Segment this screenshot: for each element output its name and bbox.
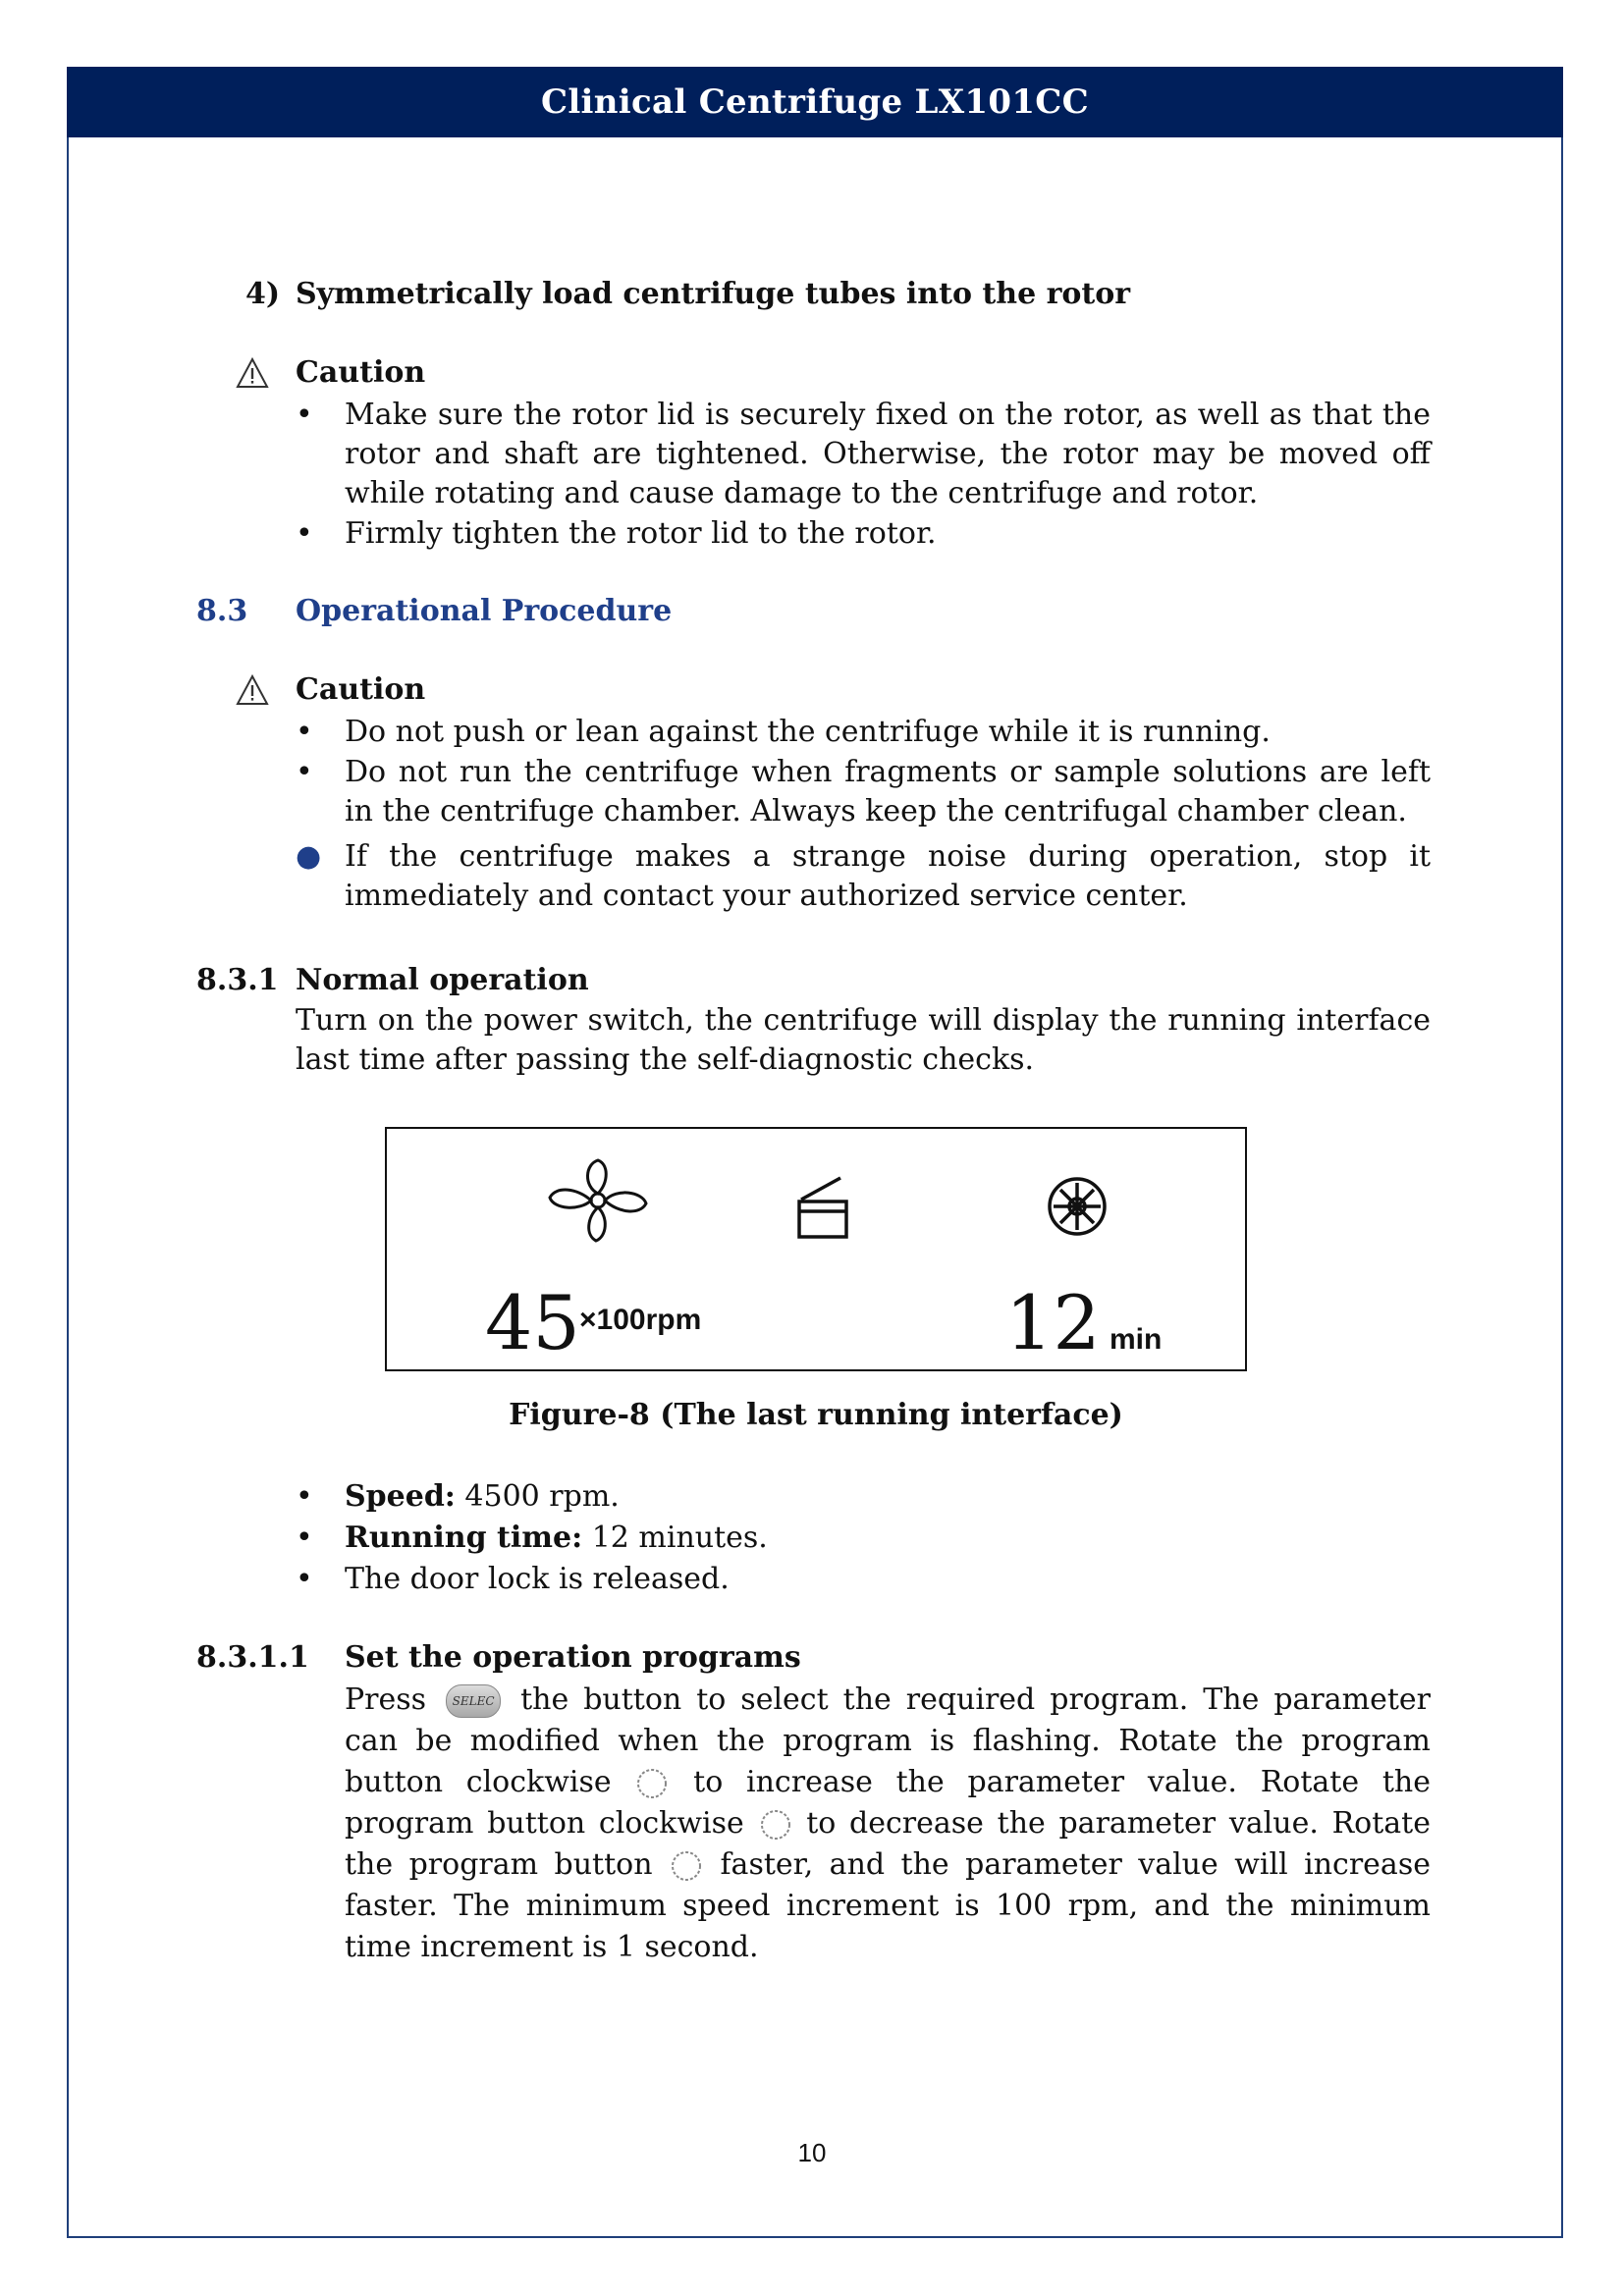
status-value: The door lock is released. [345, 1562, 730, 1596]
section-number: 8.3.1 [196, 963, 279, 997]
rotor-icon [1045, 1174, 1110, 1239]
bullet-icon: • [296, 1521, 313, 1555]
bullet-icon: • [296, 1562, 313, 1596]
page-number: 10 [797, 2138, 827, 2167]
status-value: 4500 rpm. [455, 1479, 620, 1514]
step-number: 4) [245, 277, 281, 311]
warning-icon [236, 674, 269, 706]
caution-label: Caution [296, 355, 426, 390]
section-number: 8.3.1.1 [196, 1640, 309, 1675]
warning-icon [236, 357, 269, 389]
speed-unit: ×100rpm [579, 1304, 702, 1336]
section-title: Set the operation programs [345, 1640, 801, 1675]
bullet-icon: • [296, 1479, 313, 1514]
knob-icon [634, 1766, 670, 1801]
speed-value: 45 [485, 1279, 580, 1366]
page-header-title: Clinical Centrifuge LX101CC [67, 67, 1563, 137]
figure-caption: Figure-8 (The last running interface) [509, 1398, 1123, 1432]
bullet-icon: • [296, 516, 313, 551]
time-value: 12 [1005, 1279, 1101, 1366]
bullet-icon: • [296, 755, 313, 789]
step-title: Symmetrically load centrifuge tubes into the rotor [296, 277, 1131, 311]
status-value: 12 minutes. [582, 1521, 768, 1555]
caution-label: Caution [296, 672, 426, 707]
knob-icon [669, 1848, 704, 1884]
bullet-icon: ● [296, 839, 322, 874]
section-title: Normal operation [296, 963, 589, 997]
door-lock-icon [791, 1174, 852, 1243]
time-unit: min [1110, 1323, 1163, 1356]
knob-icon [758, 1807, 793, 1842]
running-interface-figure [385, 1127, 1247, 1371]
fan-icon [544, 1156, 652, 1245]
select-button-icon: SELEC [446, 1684, 501, 1718]
section-body: Turn on the power switch, the centrifuge will display the running interface last time after passing the self-diagnostic checks. [296, 1003, 1431, 1077]
section-title: Operational Procedure [296, 594, 673, 628]
status-label: Speed: [345, 1479, 456, 1514]
section-body: Press SELEC the button to select the required program. The parameter can be modified when the program is flashing. Rotate the program button clockwise to increase the parameter value. Rotate the program button clockwise to decrease the parameter value. Rotate the program button faster, and the parameter value will increase faster. The minimum speed increment is 100 rpm, and the minimum time increment is 1 second. [345, 1682, 1431, 1964]
bullet-icon: • [296, 715, 313, 749]
status-label: Running time: [345, 1521, 583, 1555]
section-number: 8.3 [196, 594, 248, 628]
bullet-icon: • [296, 398, 313, 432]
